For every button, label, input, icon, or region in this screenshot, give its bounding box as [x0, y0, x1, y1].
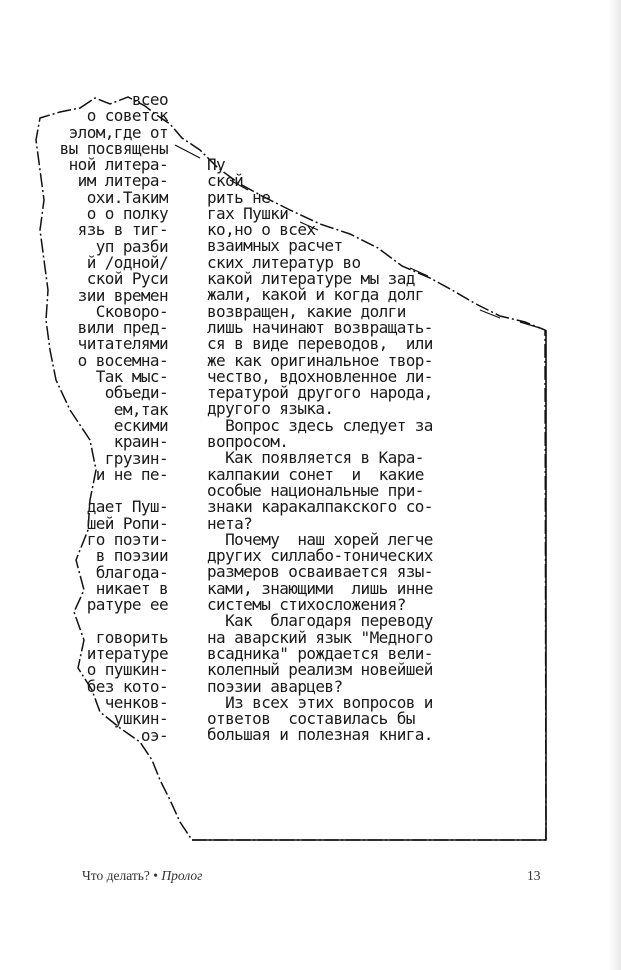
right-text-line: большая и полезная книга. — [207, 725, 433, 745]
page-footer — [0, 868, 621, 888]
right-text-line: Вопрос здесь следует за — [207, 415, 433, 435]
right-text-line: тературой другого народа, — [207, 383, 433, 403]
right-text-line: Как появляется в Кара- — [207, 448, 424, 468]
left-text-line: о о полку — [86, 204, 168, 224]
right-text-line: Из всех этих вопросов и — [207, 692, 433, 712]
right-text-line: системы стихосложения? — [207, 595, 406, 615]
right-text-line: ских литератур во — [207, 252, 361, 272]
left-text-line: говорить — [95, 627, 168, 647]
right-text-line: колепный реализм новейшей — [207, 660, 433, 680]
right-text-line: чество, вдохновленное ли- — [207, 366, 433, 386]
left-text-line: о восемна- — [77, 350, 168, 370]
left-text-line: ской Руси — [86, 269, 168, 289]
left-text-line: итературе — [86, 644, 168, 664]
running-head — [82, 868, 202, 884]
left-text-line: Сковоро- — [95, 301, 168, 321]
book-title: Что делать? — [82, 868, 150, 883]
right-text-line: возвращен, какие долги — [207, 301, 406, 321]
right-text-line: лишь начинают возвращать- — [207, 317, 433, 337]
right-text-line: знаки каракалпакского со- — [207, 497, 433, 517]
right-text-line: гах Пушки — [207, 203, 289, 223]
right-text-line: других силлабо-тонических — [207, 546, 433, 566]
left-text-line: зии времен — [77, 285, 168, 305]
right-text-line: ответов составилась бы — [207, 709, 415, 729]
right-text-line: Пу — [207, 155, 226, 174]
left-text-column — [40, 92, 168, 744]
left-text-line: й /одной/ — [86, 252, 168, 272]
left-text-line: язь в тиг- — [77, 220, 168, 240]
page-number: 13 — [527, 868, 541, 883]
separator-bullet: • — [153, 868, 159, 883]
left-text-line: вы посвящены — [59, 138, 168, 158]
left-text-line: ескими — [113, 415, 168, 435]
right-text-line: ской — [207, 171, 244, 191]
left-text-line: ем,так — [113, 399, 168, 419]
right-text-line: ся в виде переводов, или — [207, 334, 433, 354]
left-text-line: грузин- — [104, 448, 168, 468]
left-text-line: в поэзии — [95, 546, 168, 566]
right-text-line: вопросом. — [207, 432, 289, 452]
right-text-line: Почему наш хорей легче — [207, 529, 433, 549]
left-text-line: ченков- — [104, 692, 168, 712]
left-text-line: шей Ропи- — [86, 513, 168, 533]
left-text-line: никает в — [95, 578, 168, 598]
left-text-line: ушкин- — [113, 709, 168, 729]
right-text-line: жали, какой и когда долг — [207, 285, 424, 305]
left-text-line: го поэти- — [86, 530, 168, 550]
left-text-line: ной литера- — [68, 155, 168, 175]
left-text-line: объеди- — [104, 383, 168, 403]
right-text-line: на аварский язык "Медного — [207, 627, 433, 647]
left-text-line: уп разби — [95, 236, 168, 256]
left-text-line: о пушкин- — [86, 660, 168, 680]
left-text-line: краин- — [113, 432, 168, 452]
right-text-line: всадника" рождается вели- — [207, 643, 433, 663]
right-text-line: ко,но о всех — [207, 220, 316, 240]
left-text-line: без кото- — [86, 676, 168, 696]
right-text-line: Как благодаря переводу — [207, 611, 433, 631]
left-text-line: читателями — [77, 334, 168, 354]
left-text-line: дает Пуш- — [86, 497, 168, 517]
section-name: Пролог — [161, 868, 203, 883]
right-text-line: поэзии аварцев? — [207, 676, 343, 696]
right-text-line: особые национальные при- — [207, 480, 424, 500]
right-text-line: ками, знающими лишь инне — [207, 578, 433, 598]
left-text-line: оэ- — [140, 725, 168, 744]
left-text-line: и не пе- — [95, 464, 168, 484]
left-text-line: вили пред- — [77, 318, 168, 338]
right-text-column — [207, 157, 485, 744]
left-text-line: ратуре ее — [86, 595, 168, 615]
left-text-line: элом,где от — [68, 122, 168, 142]
right-text-line: какой литературе мы зад — [207, 269, 415, 289]
left-text-line: благода- — [95, 562, 168, 582]
left-text-line: охи.Таким — [86, 187, 168, 207]
right-text-line: же как оригинальное твор- — [207, 350, 433, 370]
right-text-line: взаимных расчет — [207, 236, 343, 256]
left-text-line: о советск — [86, 106, 168, 126]
right-text-line: нета? — [207, 513, 253, 533]
left-text-line: им литера- — [77, 171, 168, 191]
right-text-line: размеров осваивается язы- — [207, 562, 433, 582]
left-text-line: Так мыс- — [95, 367, 168, 387]
right-text-line: другого языка. — [207, 399, 334, 419]
right-text-line: калпакии сонет и какие — [207, 464, 424, 484]
left-text-line: всео — [131, 92, 168, 109]
right-text-line: рить не — [207, 187, 271, 207]
